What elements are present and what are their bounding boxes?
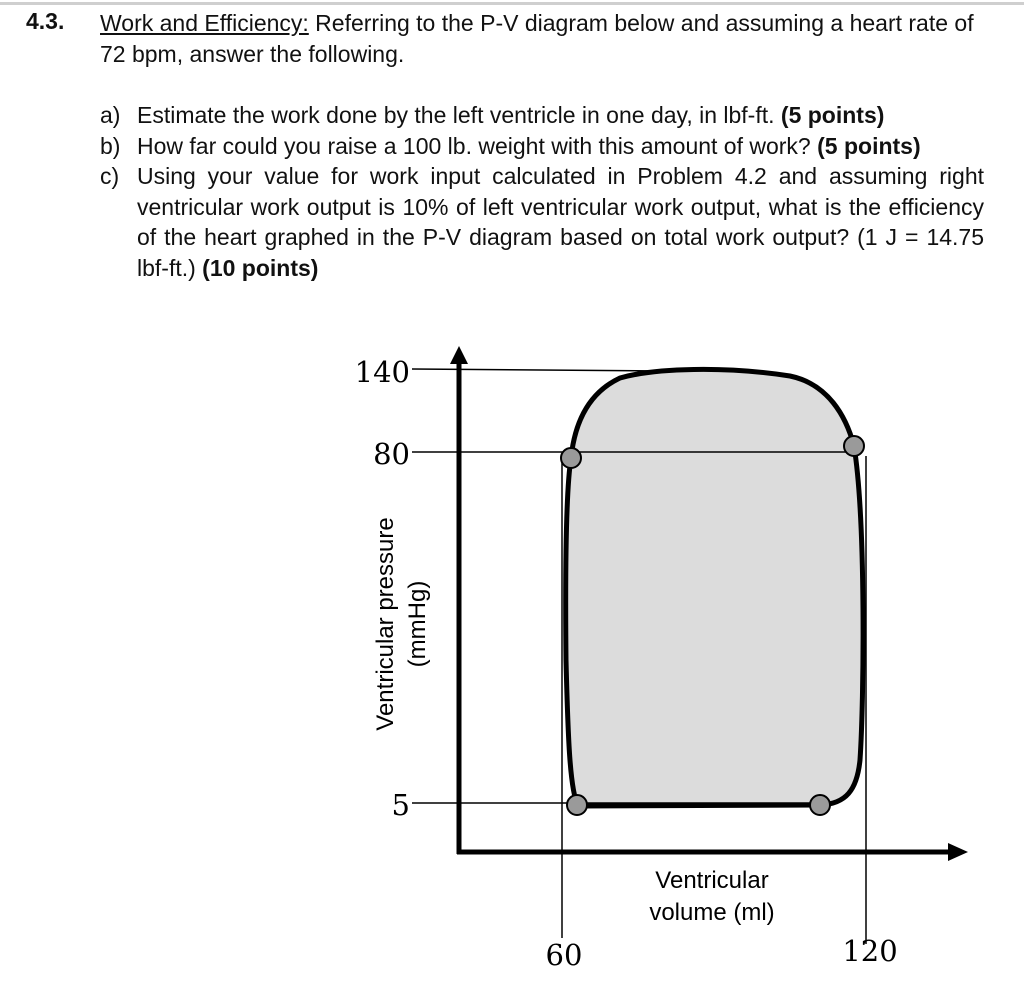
question-label: a) — [100, 102, 121, 128]
y-tick-label-140: 140 — [354, 355, 410, 389]
y-axis-label: Ventricular pressure — [372, 517, 399, 731]
question-points: (10 points) — [202, 254, 319, 281]
marker-mitral-open — [567, 795, 587, 815]
x-axis-label: Ventricular — [655, 867, 769, 894]
question-points: (5 points) — [780, 102, 885, 128]
gridline-140 — [412, 369, 668, 371]
x-axis-arrowhead — [948, 843, 968, 861]
problem-number: 4.3. — [26, 8, 65, 34]
problem-title: Work and Efficiency: — [100, 10, 309, 36]
x-tick-label-120: 120 — [842, 934, 898, 968]
question-text: Estimate the work done by the left ventricle in one day, in lbf-ft. — [137, 102, 781, 128]
question-points: (5 points) — [817, 132, 921, 159]
question-text: How far could you raise a 100 lb. weight with this amount of work? — [137, 132, 818, 159]
marker-aortic-close — [844, 436, 864, 456]
question-text: Using your value for work input calculated in Problem 4.2 and assuming right ventricular work output is 10% of left ventricular work output, what is the efficiency of the heart graphed in the P-V diagram based on total work output? (1 J = 14.75 lbf-ft.) — [137, 163, 984, 281]
question-label: b) — [100, 132, 121, 159]
x-axis-unit: volume (ml) — [649, 899, 775, 926]
y-axis-arrowhead — [450, 346, 468, 364]
question-label: c) — [100, 163, 120, 189]
y-tick-label-80: 80 — [373, 437, 410, 471]
pv-loop — [566, 369, 863, 806]
problem-intro: Referring to the P-V diagram below and assuming a heart rate of 72 bpm, answer the following. — [100, 10, 974, 67]
x-tick-label-60: 60 — [545, 938, 583, 972]
marker-mitral-close — [561, 448, 581, 468]
marker-end-diastole — [810, 795, 830, 815]
y-tick-label-5: 5 — [391, 788, 410, 822]
y-axis-unit: (mmHg) — [404, 580, 431, 668]
